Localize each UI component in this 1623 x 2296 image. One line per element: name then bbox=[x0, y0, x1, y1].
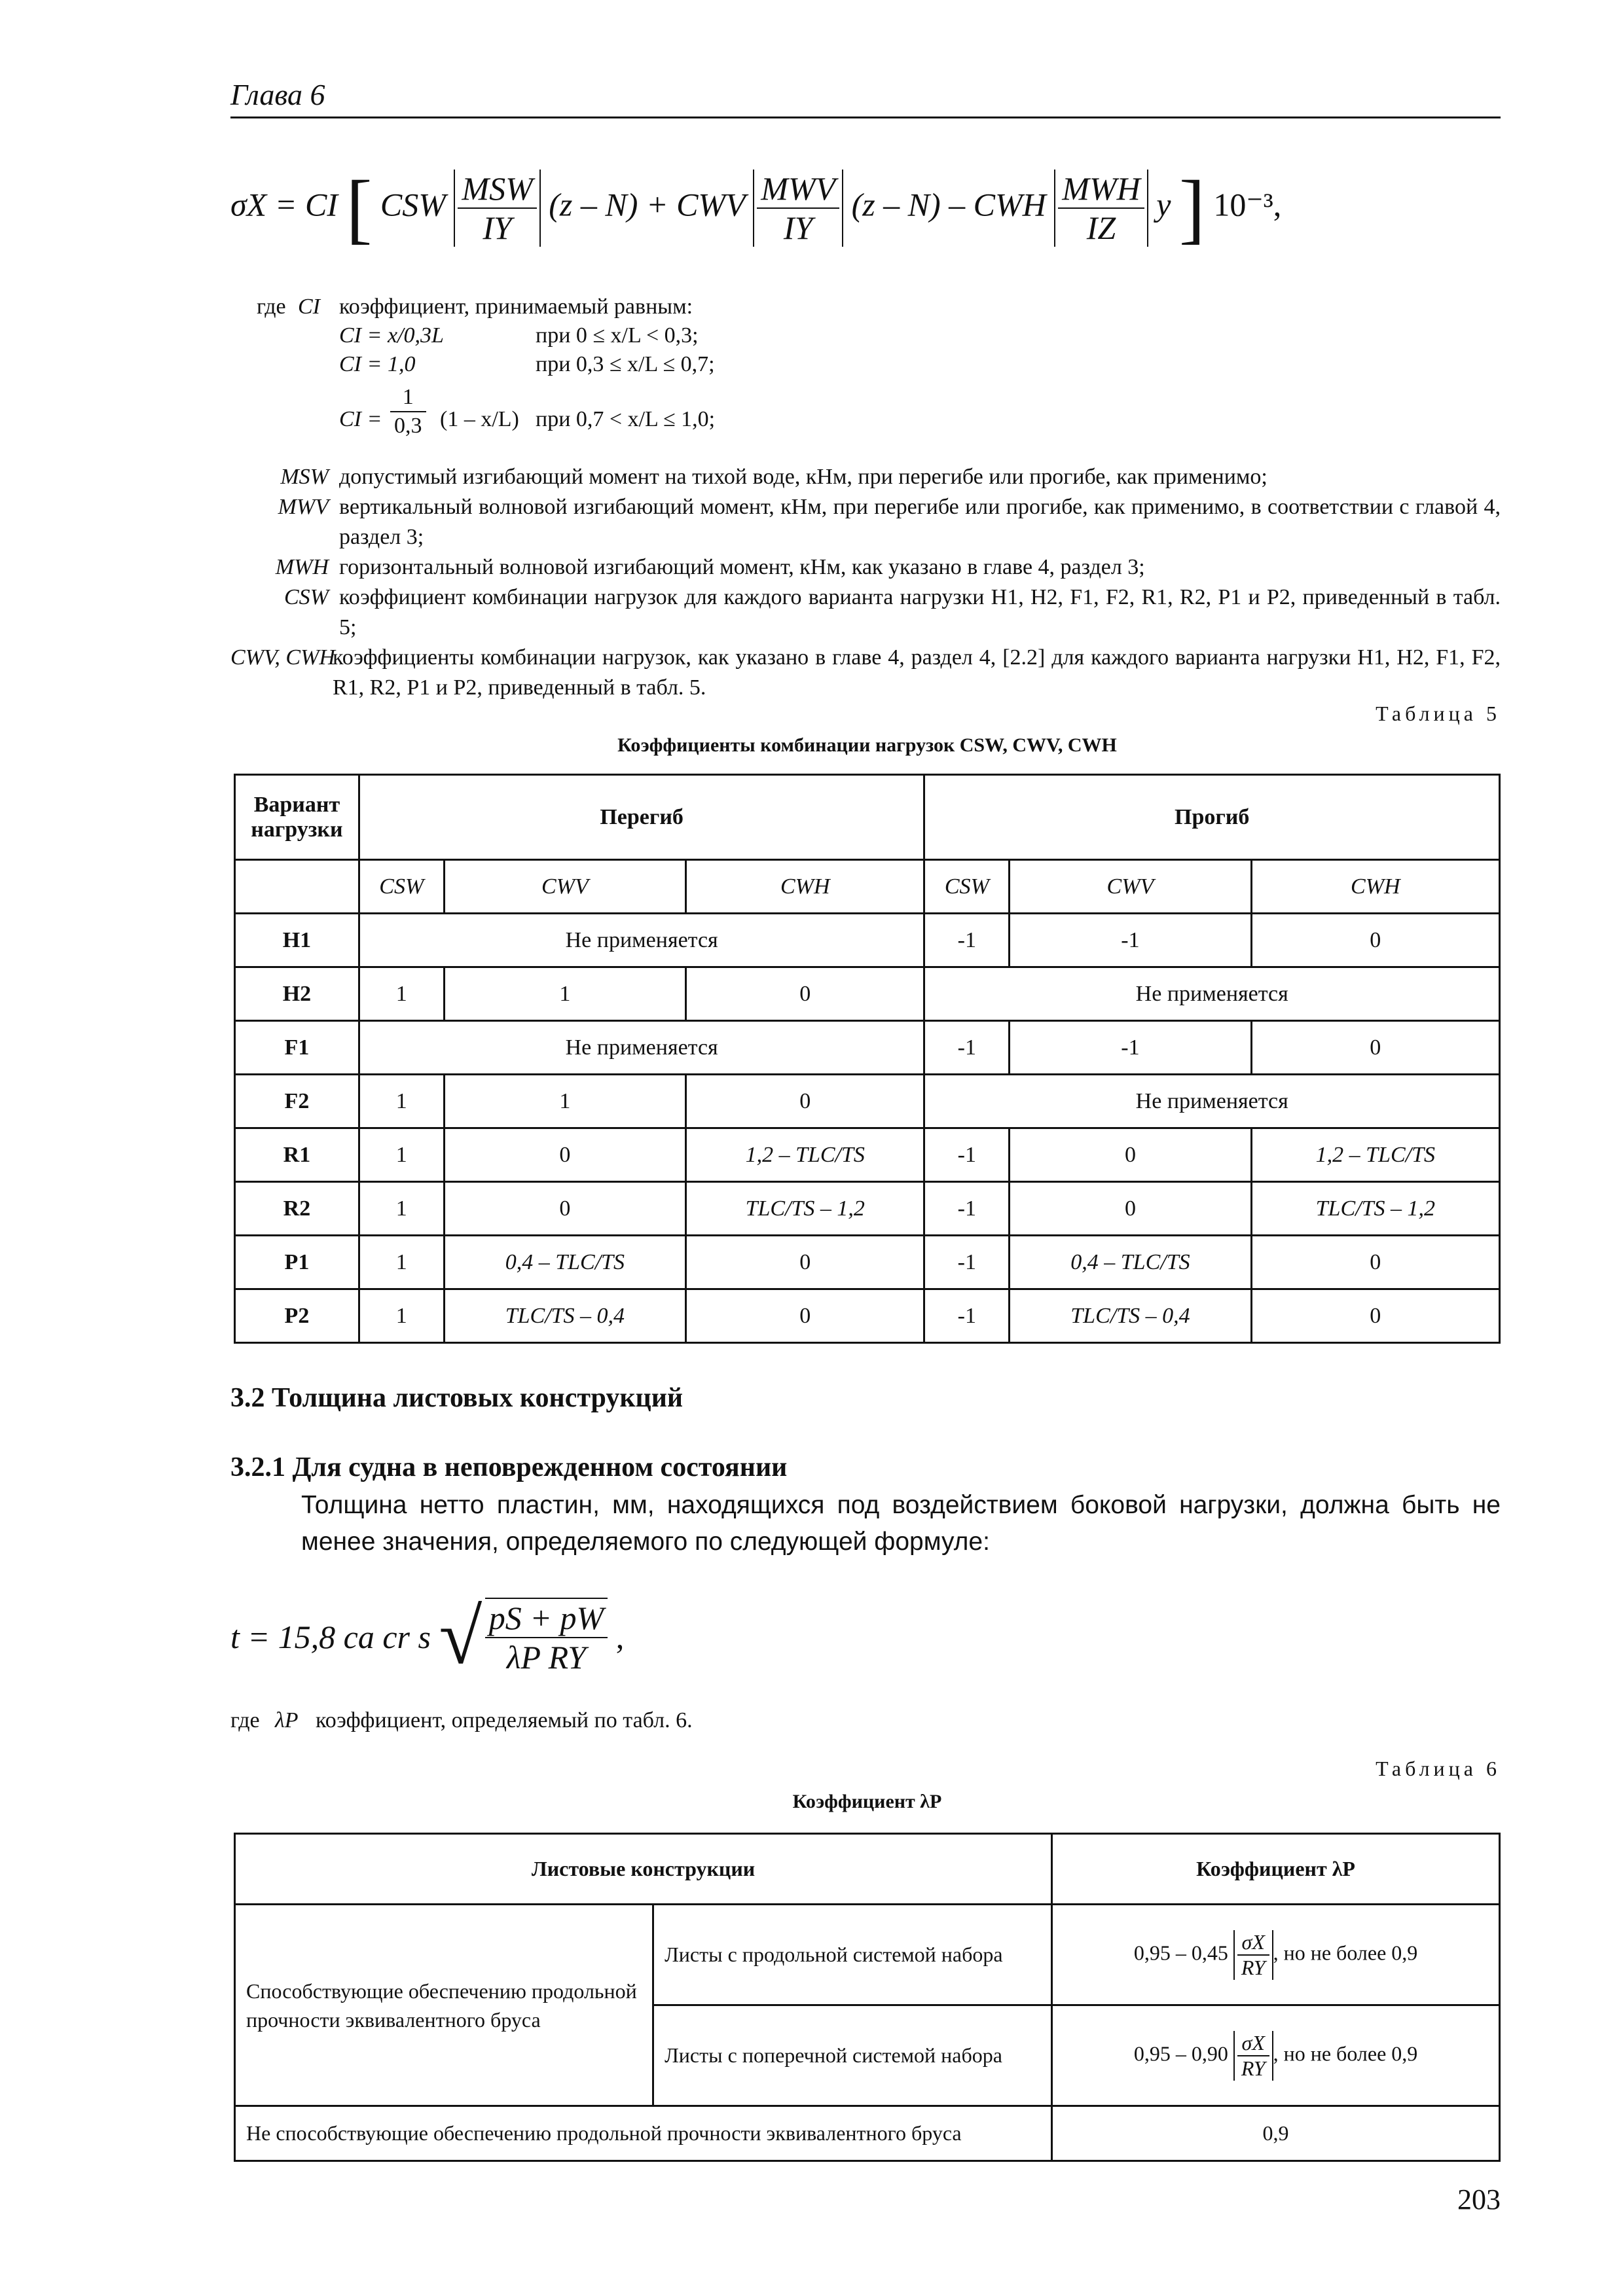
t5-sub-cwh-sag: CWH bbox=[1251, 860, 1499, 914]
t5-cell: -1 bbox=[924, 1289, 1010, 1343]
csw-label: CSW bbox=[284, 585, 329, 609]
t5-cell: 0 bbox=[1010, 1128, 1251, 1182]
t5-row-name: F2 bbox=[235, 1075, 359, 1128]
t5-row-name: H2 bbox=[235, 967, 359, 1021]
frac-mwv-den: IY bbox=[783, 209, 813, 246]
t5-cell: -1 bbox=[924, 1128, 1010, 1182]
t6-r2-pre: 0,95 – 0,90 bbox=[1133, 2041, 1228, 2065]
t5-cell: 1 bbox=[359, 967, 444, 1021]
where-intro: где bbox=[257, 295, 286, 319]
t5-h-sag: Прогиб bbox=[924, 775, 1500, 860]
cwv-label: CWV, CWH bbox=[230, 645, 335, 670]
frac-mwh-den: IZ bbox=[1086, 209, 1116, 246]
formula2-num: pS + pW bbox=[485, 1599, 608, 1638]
header-rule bbox=[230, 117, 1501, 118]
bracket-left: [ bbox=[346, 164, 373, 251]
where2-intro: где bbox=[230, 1708, 260, 1732]
t6-r3-val: 0,9 bbox=[1052, 2106, 1500, 2161]
table5 bbox=[234, 774, 1501, 1344]
ci-case3-pre: CI = bbox=[339, 407, 382, 431]
formula1-t3-tail: y bbox=[1156, 186, 1171, 223]
t5-cell: 0 bbox=[686, 1289, 924, 1343]
t6-h-coef: Коэффициент λP bbox=[1052, 1834, 1500, 1905]
t6-r1-post: , но не более 0,9 bbox=[1273, 1940, 1418, 1964]
t6-r2-name: Листы с поперечной системой набора bbox=[653, 2005, 1052, 2106]
t5-cell: 1 bbox=[359, 1182, 444, 1236]
t6-r1-name: Листы с продольной системой набора bbox=[653, 1905, 1052, 2005]
formula1-power: 10⁻³, bbox=[1213, 186, 1282, 223]
t6-r3-name: Не способствующие обеспечению продольной прочности эквивалентного бруса bbox=[235, 2106, 1052, 2161]
thickness-formula bbox=[230, 1592, 624, 1682]
t5-cell: 1 bbox=[359, 1289, 444, 1343]
t5-cell: -1 bbox=[1010, 1021, 1251, 1075]
frac-msw-num: MSW bbox=[458, 170, 536, 209]
t6-r2-num: σX bbox=[1237, 2031, 1269, 2056]
frac-msw-den: IY bbox=[483, 209, 512, 246]
t5-cell: TLC/TS – 0,4 bbox=[444, 1289, 685, 1343]
t5-cell: 0 bbox=[1251, 1021, 1499, 1075]
section-paragraph: Толщина нетто пластин, мм, находящихся под воздействием боковой нагрузки, должна быть не менее значения, определяемого по следующей формуле: bbox=[301, 1491, 1501, 1556]
msw-label: MSW bbox=[280, 465, 329, 489]
ci-label: CI bbox=[298, 295, 320, 319]
t5-cell: 0 bbox=[444, 1182, 685, 1236]
t5-h-hog: Перегиб bbox=[359, 775, 924, 860]
t5-row-name: F1 bbox=[235, 1021, 359, 1075]
section-3-2-1-heading: 3.2.1 Для судна в неповрежденном состоянии bbox=[230, 1452, 788, 1482]
bracket-right: ] bbox=[1178, 164, 1205, 251]
t6-r2-abs bbox=[1233, 2031, 1273, 2081]
t6-r1-den: RY bbox=[1241, 1955, 1266, 1979]
ci-case3-den: 0,3 bbox=[394, 414, 422, 438]
table5-number: Таблица 5 bbox=[1376, 702, 1501, 725]
table6-number: Таблица 6 bbox=[1376, 1757, 1501, 1780]
t5-row-name: R2 bbox=[235, 1182, 359, 1236]
t5-sub-csw-hog: CSW bbox=[359, 860, 444, 914]
abs-mwv bbox=[753, 170, 843, 247]
t5-cell-na: Не применяется bbox=[359, 1021, 924, 1075]
t5-cell: TLC/TS – 0,4 bbox=[1010, 1289, 1251, 1343]
mwv-label: MWV bbox=[278, 495, 329, 519]
t5-cell: -1 bbox=[1010, 914, 1251, 967]
t5-cell: 1,2 – TLC/TS bbox=[686, 1128, 924, 1182]
t5-row-name: H1 bbox=[235, 914, 359, 967]
ci-case3-cond: при 0,7 < x/L ≤ 1,0; bbox=[536, 407, 716, 431]
t5-sub-csw-sag: CSW bbox=[924, 860, 1010, 914]
formula2-den: λP RY bbox=[506, 1639, 587, 1676]
definitions-sigma bbox=[0, 292, 1623, 700]
t5-cell: -1 bbox=[924, 1182, 1010, 1236]
abs-msw bbox=[454, 170, 540, 247]
mwh-desc: горизонтальный волновой изгибающий момент, кНм, как указано в главе 4, раздел 3; bbox=[339, 555, 1145, 579]
ci-case3-post: (1 – x/L) bbox=[440, 407, 519, 431]
where2-desc: коэффициент, определяемый по табл. 6. bbox=[316, 1708, 693, 1732]
sigma-x-formula bbox=[230, 164, 1282, 251]
t5-cell-na: Не применяется bbox=[359, 914, 924, 967]
formula1-lhs: σX = CI bbox=[230, 186, 338, 223]
table6-title: Коэффициент λP bbox=[792, 1791, 942, 1812]
t5-cell: 1,2 – TLC/TS bbox=[1251, 1128, 1499, 1182]
msw-desc: допустимый изгибающий момент на тихой воде, кНм, при перегибе или прогибе, как применимо; bbox=[339, 465, 1267, 489]
formula1-t1-coef: CSW bbox=[380, 186, 446, 223]
t5-cell: 1 bbox=[359, 1128, 444, 1182]
t5-row-name: R1 bbox=[235, 1128, 359, 1182]
t6-group: Способствующие обеспечению продольной прочности эквивалентного бруса bbox=[235, 1905, 653, 2106]
frac-mwh-num: MWH bbox=[1058, 170, 1144, 209]
formula2-frac bbox=[485, 1598, 608, 1676]
t5-cell: -1 bbox=[924, 1236, 1010, 1289]
t5-cell: 0 bbox=[686, 1236, 924, 1289]
t5-sub-cwv-sag: CWV bbox=[1010, 860, 1251, 914]
t5-cell: 0,4 – TLC/TS bbox=[1010, 1236, 1251, 1289]
t5-cell: TLC/TS – 1,2 bbox=[686, 1182, 924, 1236]
t5-cell: TLC/TS – 1,2 bbox=[1251, 1182, 1499, 1236]
formula2-comma: , bbox=[615, 1619, 625, 1655]
t5-sub-empty bbox=[235, 860, 359, 914]
t5-row-name: P1 bbox=[235, 1236, 359, 1289]
formula1-t1-tail: (z – N) + CWV bbox=[549, 186, 745, 223]
ci-case2: CI = 1,0 bbox=[339, 352, 416, 376]
frac-mwv-num: MWV bbox=[757, 170, 839, 209]
t5-cell: 0,4 – TLC/TS bbox=[444, 1236, 685, 1289]
t6-r2-post: , но не более 0,9 bbox=[1273, 2041, 1418, 2065]
formula1-t2-tail: (z – N) – CWH bbox=[851, 186, 1046, 223]
t6-r1-num: σX bbox=[1237, 1930, 1269, 1956]
t5-cell: 0 bbox=[686, 1075, 924, 1128]
t5-cell: 0 bbox=[1251, 1289, 1499, 1343]
sqrt-sign: √ bbox=[439, 1593, 483, 1680]
formula2-lhs: t = 15,8 ca cr s bbox=[230, 1619, 431, 1655]
t5-cell: 1 bbox=[444, 967, 685, 1021]
cwv-desc: коэффициенты комбинации нагрузок, как указано в главе 4, раздел 4, [2.2] для каждого варианта нагрузки H1, H2, F1, F2, R1, R2, P1 и P2, приведенный в табл. 5. bbox=[333, 645, 1501, 700]
t6-r2-val bbox=[1052, 2005, 1500, 2106]
t5-cell: 1 bbox=[444, 1075, 685, 1128]
t5-h-variant: Вариант нагрузки bbox=[235, 775, 359, 860]
where2-label: λP bbox=[275, 1708, 299, 1732]
mwh-label: MWH bbox=[275, 555, 329, 579]
t5-cell: 1 bbox=[359, 1075, 444, 1128]
mwv-desc: вертикальный волновой изгибающий момент, кНм, при перегибе или прогибе, как применимо, в соответствии с главой 4, раздел 3; bbox=[339, 495, 1501, 549]
ci-case3-num: 1 bbox=[390, 384, 426, 412]
ci-case2-cond: при 0,3 ≤ x/L ≤ 0,7; bbox=[536, 352, 715, 376]
t5-cell: 0 bbox=[686, 967, 924, 1021]
t5-cell-na: Не применяется bbox=[924, 1075, 1500, 1128]
t5-sub-cwv-hog: CWV bbox=[444, 860, 685, 914]
t6-r2-den: RY bbox=[1241, 2056, 1266, 2080]
ci-case1: CI = x/0,3L bbox=[339, 323, 444, 348]
table6 bbox=[234, 1833, 1501, 2162]
t5-cell: -1 bbox=[924, 1021, 1010, 1075]
t5-cell: 0 bbox=[444, 1128, 685, 1182]
table5-title: Коэффициенты комбинации нагрузок CSW, CWV, CWH bbox=[617, 734, 1117, 756]
t5-cell: 0 bbox=[1010, 1182, 1251, 1236]
page-number: 203 bbox=[1457, 2183, 1501, 2215]
t5-cell-na: Не применяется bbox=[924, 967, 1500, 1021]
t5-cell: 1 bbox=[359, 1236, 444, 1289]
abs-mwh bbox=[1054, 170, 1148, 247]
t6-r1-pre: 0,95 – 0,45 bbox=[1133, 1940, 1228, 1964]
section-3-2-heading: 3.2 Толщина листовых конструкций bbox=[230, 1383, 684, 1413]
t6-h-struct: Листовые конструкции bbox=[235, 1834, 1052, 1905]
t5-cell: -1 bbox=[924, 914, 1010, 967]
ci-case1-cond: при 0 ≤ x/L < 0,3; bbox=[536, 323, 699, 348]
ci-case3-frac bbox=[390, 384, 426, 440]
t5-cell: 0 bbox=[1251, 914, 1499, 967]
t6-r1-abs bbox=[1233, 1930, 1273, 1980]
ci-desc: коэффициент, принимаемый равным: bbox=[339, 295, 693, 319]
csw-desc: коэффициент комбинации нагрузок для каждого варианта нагрузки H1, H2, F1, F2, R1, R2, P1 и P2, приведенный в табл. 5; bbox=[339, 585, 1501, 639]
t5-row-name: P2 bbox=[235, 1289, 359, 1343]
chapter-header: Глава 6 bbox=[230, 78, 325, 111]
t5-sub-cwh-hog: CWH bbox=[686, 860, 924, 914]
t5-cell: 0 bbox=[1251, 1236, 1499, 1289]
t6-r1-val bbox=[1052, 1905, 1500, 2005]
